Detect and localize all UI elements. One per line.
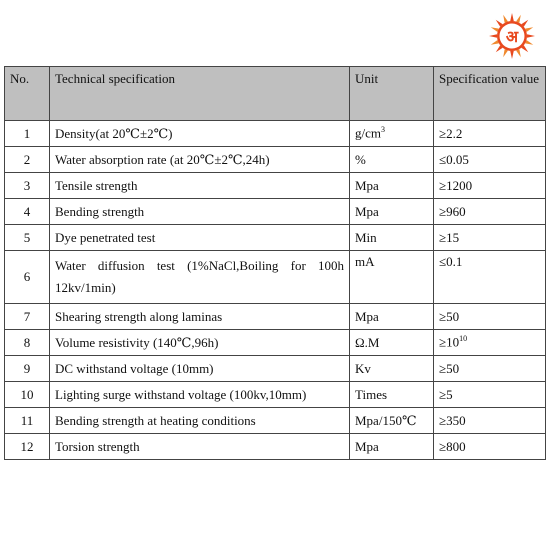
logo-ray xyxy=(516,15,521,23)
specification-table xyxy=(4,66,546,460)
table-row xyxy=(5,121,546,147)
row-unit: Mpa xyxy=(350,434,434,460)
row-spec: Lighting surge withstand voltage (100kv,10mm) xyxy=(50,382,350,408)
table-row xyxy=(5,147,546,173)
logo-ray xyxy=(527,34,535,38)
row-value: ≥1200 xyxy=(434,173,546,199)
table-row xyxy=(5,330,546,356)
row-unit: mA xyxy=(350,251,434,304)
row-number: 4 xyxy=(5,199,50,225)
row-number: 2 xyxy=(5,147,50,173)
row-value: ≤0.1 xyxy=(434,251,546,304)
row-number: 11 xyxy=(5,408,50,434)
logo-ray xyxy=(503,49,508,57)
row-unit: Times xyxy=(350,382,434,408)
row-number: 5 xyxy=(5,225,50,251)
logo-ray xyxy=(525,40,533,45)
value-superscript: 10 xyxy=(459,334,468,344)
row-unit: Kv xyxy=(350,356,434,382)
table-row xyxy=(5,173,546,199)
table-row xyxy=(5,408,546,434)
row-value: ≥5 xyxy=(434,382,546,408)
row-unit: Mpa/150℃ xyxy=(350,408,434,434)
table-row xyxy=(5,356,546,382)
row-spec: Shearing strength along laminas xyxy=(50,304,350,330)
logo-ray xyxy=(491,27,499,32)
value-text: ≥10 xyxy=(439,334,460,350)
header-technical-specification: Technical specification xyxy=(50,67,350,121)
row-number: 7 xyxy=(5,304,50,330)
row-unit: Mpa xyxy=(350,173,434,199)
table-row xyxy=(5,225,546,251)
row-spec: Dye penetrated test xyxy=(50,225,350,251)
row-value: ≥2.2 xyxy=(434,121,546,147)
row-number: 12 xyxy=(5,434,50,460)
row-spec: Volume resistivity (140℃,96h) xyxy=(50,330,350,356)
row-unit xyxy=(350,121,434,147)
row-spec: DC withstand voltage (10mm) xyxy=(50,356,350,382)
table-row xyxy=(5,434,546,460)
logo-ray xyxy=(503,15,508,23)
row-value: ≥350 xyxy=(434,408,546,434)
row-value: ≥15 xyxy=(434,225,546,251)
unit-text: g/cm xyxy=(355,125,381,141)
row-number: 9 xyxy=(5,356,50,382)
row-number: 8 xyxy=(5,330,50,356)
row-value: ≤0.05 xyxy=(434,147,546,173)
row-value: ≥50 xyxy=(434,356,546,382)
unit-superscript: 3 xyxy=(381,125,385,135)
row-number: 6 xyxy=(5,251,50,304)
logo-ray xyxy=(491,40,499,45)
row-unit: Mpa xyxy=(350,199,434,225)
row-value: ≥960 xyxy=(434,199,546,225)
row-spec: Tensile strength xyxy=(50,173,350,199)
header-specification-value: Specification value xyxy=(434,67,546,121)
logo-ray xyxy=(516,49,521,57)
row-spec: Water absorption rate (at 20℃±2℃,24h) xyxy=(50,147,350,173)
logo-ray xyxy=(510,51,514,59)
row-unit: Min xyxy=(350,225,434,251)
row-number: 3 xyxy=(5,173,50,199)
row-number: 1 xyxy=(5,121,50,147)
row-unit: Mpa xyxy=(350,304,434,330)
table-row xyxy=(5,382,546,408)
table-row xyxy=(5,251,546,304)
sunburst-logo-icon xyxy=(488,12,536,60)
table-row xyxy=(5,304,546,330)
row-spec: Density(at 20℃±2℃) xyxy=(50,121,350,147)
table-header-row xyxy=(5,67,546,121)
row-value: ≥800 xyxy=(434,434,546,460)
row-value: ≥50 xyxy=(434,304,546,330)
table-row xyxy=(5,199,546,225)
header-unit: Unit xyxy=(350,67,434,121)
logo-ray xyxy=(525,27,533,32)
logo-ray xyxy=(489,34,497,38)
row-value xyxy=(434,330,546,356)
row-unit: % xyxy=(350,147,434,173)
row-spec: Water diffusion test (1%NaCl,Boiling for 100h 12kv/1min) xyxy=(50,251,350,304)
row-number: 10 xyxy=(5,382,50,408)
row-spec: Bending strength xyxy=(50,199,350,225)
header-no: No. xyxy=(5,67,50,121)
row-unit: Ω.M xyxy=(350,330,434,356)
logo-glyph: अ xyxy=(505,27,519,46)
row-spec: Bending strength at heating conditions xyxy=(50,408,350,434)
logo-ray xyxy=(510,13,514,21)
row-spec: Torsion strength xyxy=(50,434,350,460)
